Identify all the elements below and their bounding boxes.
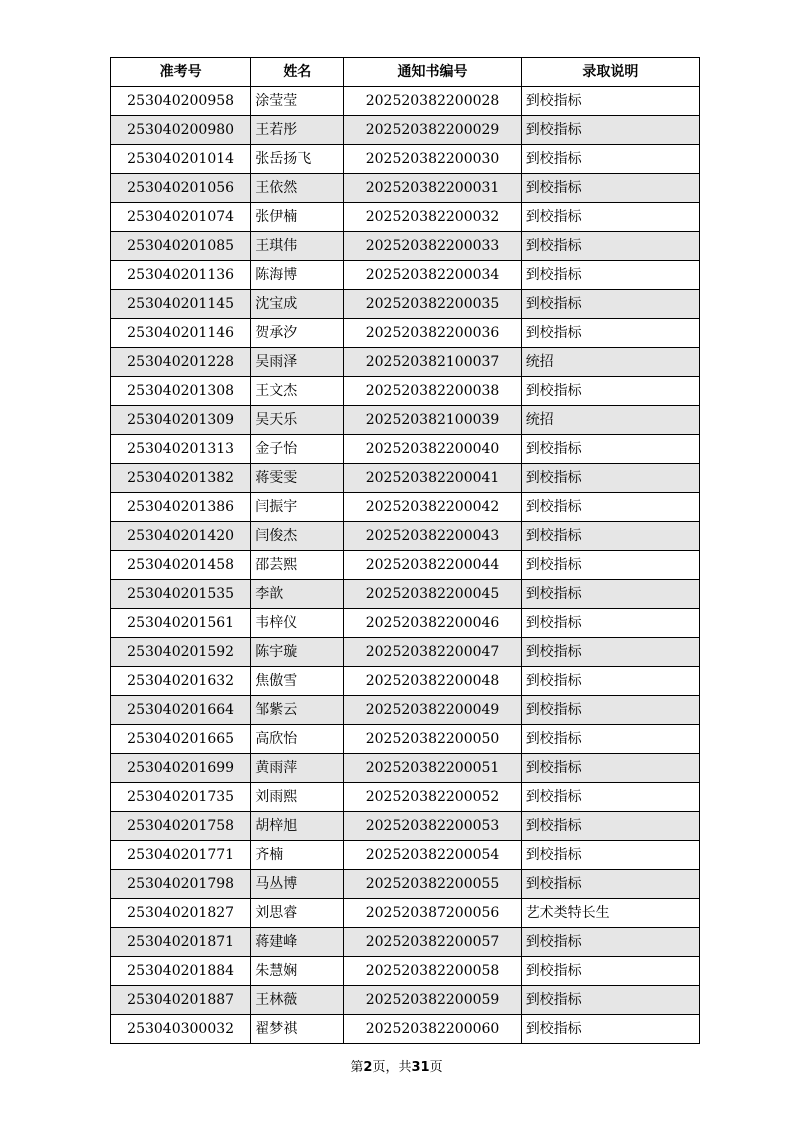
notice-number-cell: 202520382200033	[344, 232, 521, 261]
table-row	[111, 522, 700, 551]
table-row	[111, 928, 700, 957]
name-cell: 蒋雯雯	[251, 464, 344, 493]
table-row	[111, 870, 700, 899]
name-cell: 焦傲雪	[251, 667, 344, 696]
name-cell: 贺承汐	[251, 319, 344, 348]
notice-number-cell: 202520382200054	[344, 841, 521, 870]
admission-note-cell: 到校指标	[521, 957, 699, 986]
footer-total-pages: 31	[411, 1060, 430, 1075]
table-row	[111, 145, 700, 174]
admission-note-cell: 到校指标	[521, 783, 699, 812]
name-cell: 张伊楠	[251, 203, 344, 232]
footer-page-number: 2	[363, 1060, 373, 1075]
notice-number-cell: 202520382200035	[344, 290, 521, 319]
notice-number-cell: 202520382200052	[344, 783, 521, 812]
exam-number-cell: 253040201386	[111, 493, 251, 522]
name-cell: 翟梦祺	[251, 1015, 344, 1044]
notice-number-cell: 202520382200057	[344, 928, 521, 957]
notice-number-cell: 202520382200032	[344, 203, 521, 232]
table-row	[111, 667, 700, 696]
exam-number-cell: 253040201771	[111, 841, 251, 870]
header-exam-number: 准考号	[111, 58, 251, 87]
name-cell: 胡梓旭	[251, 812, 344, 841]
table-row	[111, 174, 700, 203]
name-cell: 黄雨萍	[251, 754, 344, 783]
name-cell: 齐楠	[251, 841, 344, 870]
notice-number-cell: 202520382200050	[344, 725, 521, 754]
admission-note-cell: 到校指标	[521, 435, 699, 464]
admission-note-cell: 到校指标	[521, 174, 699, 203]
page-footer	[0, 1056, 793, 1075]
admission-table	[110, 57, 700, 1044]
table-row	[111, 1015, 700, 1044]
notice-number-cell: 202520382200038	[344, 377, 521, 406]
name-cell: 刘雨熙	[251, 783, 344, 812]
exam-number-cell: 253040201632	[111, 667, 251, 696]
footer-prefix: 第	[350, 1060, 364, 1075]
name-cell: 陈海博	[251, 261, 344, 290]
table-row	[111, 783, 700, 812]
exam-number-cell: 253040201145	[111, 290, 251, 319]
name-cell: 邵芸熙	[251, 551, 344, 580]
admission-note-cell: 到校指标	[521, 145, 699, 174]
table-row	[111, 580, 700, 609]
table-row	[111, 638, 700, 667]
exam-number-cell: 253040300032	[111, 1015, 251, 1044]
admission-note-cell: 到校指标	[521, 986, 699, 1015]
name-cell: 朱慧娴	[251, 957, 344, 986]
exam-number-cell: 253040201884	[111, 957, 251, 986]
name-cell: 李歆	[251, 580, 344, 609]
name-cell: 闫俊杰	[251, 522, 344, 551]
exam-number-cell: 253040201699	[111, 754, 251, 783]
table-row	[111, 377, 700, 406]
exam-number-cell: 253040201136	[111, 261, 251, 290]
name-cell: 沈宝成	[251, 290, 344, 319]
exam-number-cell: 253040201313	[111, 435, 251, 464]
exam-number-cell: 253040201592	[111, 638, 251, 667]
admission-note-cell: 到校指标	[521, 638, 699, 667]
table-row	[111, 899, 700, 928]
table-row	[111, 290, 700, 319]
table-row	[111, 493, 700, 522]
exam-number-cell: 253040201827	[111, 899, 251, 928]
name-cell: 吴天乐	[251, 406, 344, 435]
admission-note-cell: 到校指标	[521, 290, 699, 319]
admission-note-cell: 到校指标	[521, 725, 699, 754]
exam-number-cell: 253040200980	[111, 116, 251, 145]
exam-number-cell: 253040201735	[111, 783, 251, 812]
notice-number-cell: 202520382200051	[344, 754, 521, 783]
admission-note-cell: 到校指标	[521, 551, 699, 580]
name-cell: 王文杰	[251, 377, 344, 406]
exam-number-cell: 253040201074	[111, 203, 251, 232]
notice-number-cell: 202520382200034	[344, 261, 521, 290]
table-row	[111, 261, 700, 290]
name-cell: 金子怡	[251, 435, 344, 464]
admission-note-cell: 到校指标	[521, 667, 699, 696]
admission-note-cell: 到校指标	[521, 812, 699, 841]
exam-number-cell: 253040201085	[111, 232, 251, 261]
admission-note-cell: 到校指标	[521, 261, 699, 290]
name-cell: 王琪伟	[251, 232, 344, 261]
notice-number-cell: 202520382200028	[344, 87, 521, 116]
admission-note-cell: 到校指标	[521, 319, 699, 348]
exam-number-cell: 253040201458	[111, 551, 251, 580]
notice-number-cell: 202520382200029	[344, 116, 521, 145]
name-cell: 王林薇	[251, 986, 344, 1015]
exam-number-cell: 253040201535	[111, 580, 251, 609]
exam-number-cell: 253040201420	[111, 522, 251, 551]
name-cell: 高欣怡	[251, 725, 344, 754]
admission-note-cell: 到校指标	[521, 232, 699, 261]
admission-note-cell: 到校指标	[521, 841, 699, 870]
table-row	[111, 551, 700, 580]
admission-note-cell: 到校指标	[521, 464, 699, 493]
notice-number-cell: 202520382200053	[344, 812, 521, 841]
admission-note-cell: 到校指标	[521, 754, 699, 783]
table-row	[111, 986, 700, 1015]
notice-number-cell: 202520382200045	[344, 580, 521, 609]
exam-number-cell: 253040201056	[111, 174, 251, 203]
exam-number-cell: 253040200958	[111, 87, 251, 116]
table-row	[111, 435, 700, 464]
header-notice-number: 通知书编号	[344, 58, 521, 87]
name-cell: 吴雨泽	[251, 348, 344, 377]
notice-number-cell: 202520382200060	[344, 1015, 521, 1044]
exam-number-cell: 253040201758	[111, 812, 251, 841]
exam-number-cell: 253040201309	[111, 406, 251, 435]
footer-suffix: 页	[429, 1060, 443, 1075]
table-header-row	[111, 58, 700, 87]
table-row	[111, 203, 700, 232]
admission-note-cell: 到校指标	[521, 580, 699, 609]
admission-note-cell: 到校指标	[521, 87, 699, 116]
exam-number-cell: 253040201014	[111, 145, 251, 174]
name-cell: 刘思睿	[251, 899, 344, 928]
exam-number-cell: 253040201887	[111, 986, 251, 1015]
table-row	[111, 406, 700, 435]
table-row	[111, 609, 700, 638]
table-row	[111, 812, 700, 841]
exam-number-cell: 253040201382	[111, 464, 251, 493]
notice-number-cell: 202520382200048	[344, 667, 521, 696]
admission-note-cell: 到校指标	[521, 870, 699, 899]
table-row	[111, 754, 700, 783]
notice-number-cell: 202520382200040	[344, 435, 521, 464]
admission-note-cell: 到校指标	[521, 609, 699, 638]
notice-number-cell: 202520382200042	[344, 493, 521, 522]
name-cell: 韦梓仪	[251, 609, 344, 638]
table-row	[111, 116, 700, 145]
name-cell: 王若彤	[251, 116, 344, 145]
name-cell: 马丛博	[251, 870, 344, 899]
table-row	[111, 87, 700, 116]
name-cell: 闫振宇	[251, 493, 344, 522]
table-row	[111, 319, 700, 348]
table-row	[111, 957, 700, 986]
notice-number-cell: 202520382200055	[344, 870, 521, 899]
table-row	[111, 348, 700, 377]
admission-note-cell: 到校指标	[521, 928, 699, 957]
admission-note-cell: 到校指标	[521, 203, 699, 232]
admission-note-cell: 艺术类特长生	[521, 899, 699, 928]
notice-number-cell: 202520382200049	[344, 696, 521, 725]
exam-number-cell: 253040201871	[111, 928, 251, 957]
notice-number-cell: 202520382100037	[344, 348, 521, 377]
table-row	[111, 232, 700, 261]
exam-number-cell: 253040201228	[111, 348, 251, 377]
notice-number-cell: 202520382200059	[344, 986, 521, 1015]
admission-note-cell: 到校指标	[521, 522, 699, 551]
exam-number-cell: 253040201664	[111, 696, 251, 725]
name-cell: 张岳扬飞	[251, 145, 344, 174]
notice-number-cell: 202520382200030	[344, 145, 521, 174]
name-cell: 王依然	[251, 174, 344, 203]
admission-note-cell: 到校指标	[521, 116, 699, 145]
admission-note-cell: 到校指标	[521, 1015, 699, 1044]
table-row	[111, 725, 700, 754]
admission-note-cell: 到校指标	[521, 696, 699, 725]
exam-number-cell: 253040201665	[111, 725, 251, 754]
notice-number-cell: 202520382200041	[344, 464, 521, 493]
name-cell: 涂莹莹	[251, 87, 344, 116]
exam-number-cell: 253040201146	[111, 319, 251, 348]
exam-number-cell: 253040201308	[111, 377, 251, 406]
notice-number-cell: 202520382100039	[344, 406, 521, 435]
table-row	[111, 841, 700, 870]
admission-note-cell: 统招	[521, 348, 699, 377]
table-row	[111, 464, 700, 493]
name-cell: 陈宇璇	[251, 638, 344, 667]
admission-note-cell: 到校指标	[521, 493, 699, 522]
admission-note-cell: 到校指标	[521, 377, 699, 406]
exam-number-cell: 253040201798	[111, 870, 251, 899]
notice-number-cell: 202520382200036	[344, 319, 521, 348]
name-cell: 蒋建峰	[251, 928, 344, 957]
notice-number-cell: 202520382200031	[344, 174, 521, 203]
exam-number-cell: 253040201561	[111, 609, 251, 638]
name-cell: 邹紫云	[251, 696, 344, 725]
notice-number-cell: 202520382200043	[344, 522, 521, 551]
notice-number-cell: 202520382200046	[344, 609, 521, 638]
notice-number-cell: 202520382200058	[344, 957, 521, 986]
footer-middle: 页，共	[372, 1060, 412, 1075]
header-admission-note: 录取说明	[521, 58, 699, 87]
table-row	[111, 696, 700, 725]
header-name: 姓名	[251, 58, 344, 87]
notice-number-cell: 202520382200047	[344, 638, 521, 667]
notice-number-cell: 202520387200056	[344, 899, 521, 928]
notice-number-cell: 202520382200044	[344, 551, 521, 580]
admission-note-cell: 统招	[521, 406, 699, 435]
